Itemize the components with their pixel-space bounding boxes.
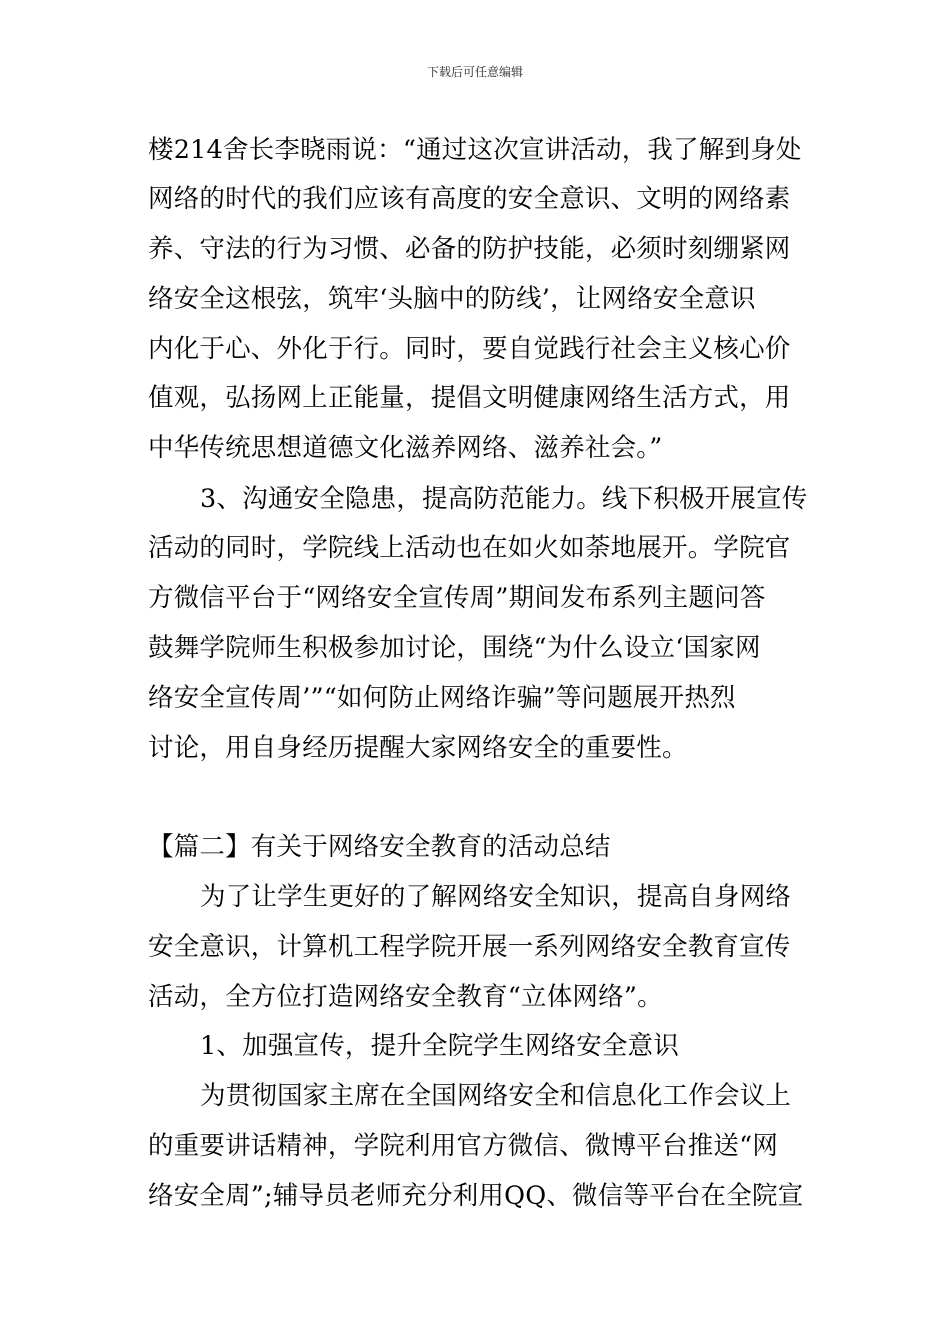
paragraph-line: 讨论，用自身经历提醒大家网络安全的重要性。 bbox=[148, 733, 688, 763]
paragraph-line: 养、守法的行为习惯、必备的防护技能，必须时刻绷紧网 bbox=[148, 234, 791, 264]
paragraph-line: 鼓舞学院师生积极参加讨论，围绕“为什么设立‘国家网 bbox=[148, 633, 761, 663]
paragraph-line: 3、沟通安全隐患，提高防范能力。线下积极开展宣传 bbox=[200, 484, 808, 514]
paragraph-line: 活动，全方位打造网络安全教育“立体网络”。 bbox=[148, 982, 663, 1012]
paragraph-line: 络安全周”;辅导员老师充分利用QQ、微信等平台在全院宣 bbox=[148, 1181, 804, 1211]
paragraph-line: 活动的同时，学院线上活动也在如火如荼地展开。学院官 bbox=[148, 533, 791, 563]
paragraph-line: 络安全这根弦，筑牢‘头脑中的防线’，让网络安全意识 bbox=[148, 284, 756, 314]
paragraph-line: 值观，弘扬网上正能量，提倡文明健康网络生活方式，用 bbox=[148, 383, 791, 413]
paragraph-line: 方微信平台于“网络安全宣传周”期间发布系列主题问答 bbox=[148, 583, 766, 613]
page-header: 下载后可任意编辑 bbox=[426, 65, 523, 79]
paragraph-line: 为贯彻国家主席在全国网络安全和信息化工作会议上 bbox=[200, 1081, 792, 1111]
paragraph-line: 中华传统思想道德文化滋养网络、滋养社会。” bbox=[148, 433, 663, 463]
paragraph-line: 安全意识，计算机工程学院开展一系列网络安全教育宣传 bbox=[148, 932, 791, 962]
paragraph-line: 楼214舍长李晓雨说：“通过这次宣讲活动，我了解到身处 bbox=[148, 135, 802, 165]
paragraph-line: 络安全宣传周’”“如何防止网络诈骗”等问题展开热烈 bbox=[148, 683, 736, 713]
paragraph-line: 网络的时代的我们应该有高度的安全意识、文明的网络素 bbox=[148, 184, 791, 214]
paragraph-line: 的重要讲话精神，学院利用官方微信、微博平台推送“网 bbox=[148, 1131, 779, 1161]
paragraph-line: 为了让学生更好的了解网络安全知识，提高自身网络 bbox=[200, 882, 792, 912]
section-title: 【篇二】有关于网络安全教育的活动总结 bbox=[148, 832, 611, 862]
subheading-line: 1、加强宣传，提升全院学生网络安全意识 bbox=[200, 1031, 680, 1061]
paragraph-line: 内化于心、外化于行。同时，要自觉践行社会主义核心价 bbox=[148, 334, 791, 364]
